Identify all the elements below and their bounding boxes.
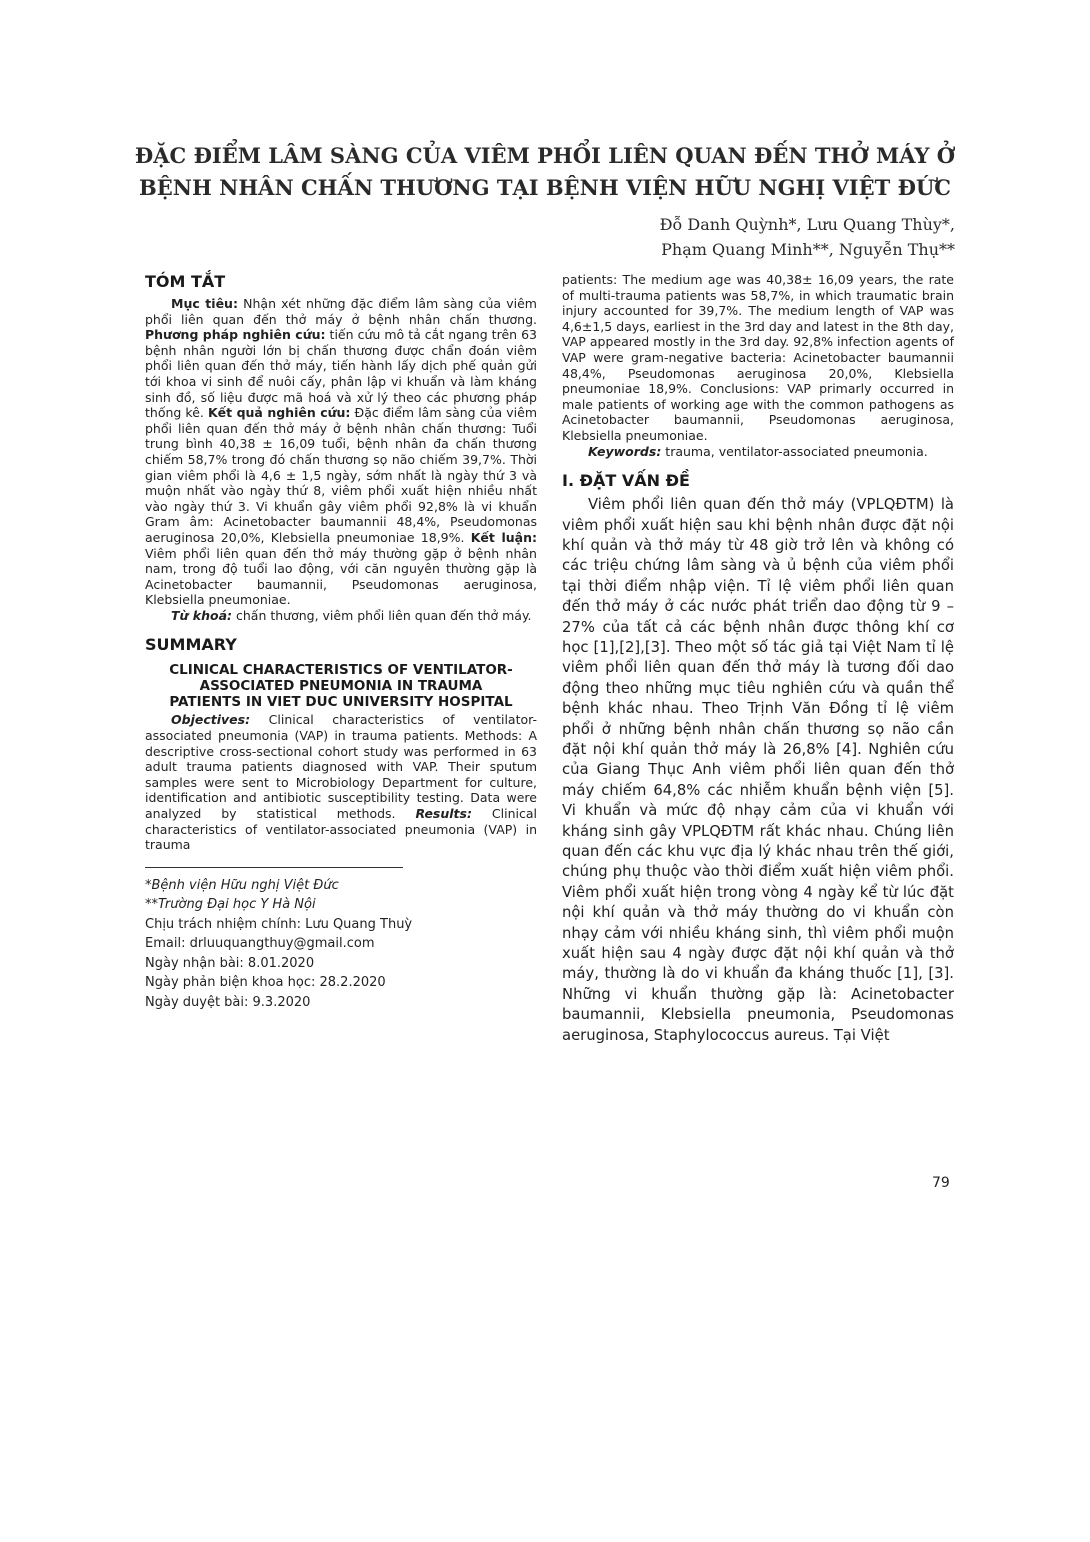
objective-text: Nhận xét những đặc điểm lâm sàng của viêm phổi liên quan đến thở máy ở bệnh nhân chấn thương. [145, 296, 537, 327]
results-en-text-left: Clinical characteristics of ventilator-associated pneumonia (VAP) in trauma [145, 806, 537, 853]
summary-title-line-1: CLINICAL CHARACTERISTICS OF VENTILATOR- [169, 662, 513, 679]
affiliation-2: **Trường Đại học Y Hà Nội [145, 897, 316, 913]
keywords-en-text: trauma, ventilator-associated pneumonia. [661, 443, 928, 459]
left-column [145, 272, 537, 1012]
footnotes [145, 867, 537, 1013]
keywords-en [562, 444, 954, 460]
authors-line-1: Đỗ Danh Quỳnh*, Lưu Quang Thùy*, [659, 215, 955, 234]
authors-line-2: Phạm Quang Minh**, Nguyễn Thụ** [661, 240, 955, 259]
keywords-en-label: Keywords: [588, 443, 662, 459]
conclusion-text: Viêm phổi liên quan đến thở máy thường gặp ở bệnh nhân nam, trong độ tuổi lao động, với căn nguyên thường gặp là Acinetobacter baumannii, Pseudomonas aeruginosa, Klebsiella pneumoniae. [145, 545, 537, 608]
right-column [562, 272, 954, 1046]
page-number: 79 [932, 1175, 950, 1191]
section-1-body: Viêm phổi liên quan đến thở máy (VPLQĐTM) là viêm phổi xuất hiện sau khi bệnh nhân được đặt nội khí quản và thở máy từ 48 giờ trở lên và không có các triệu chứng lâm sàng và ủ bệnh của viêm phổi tại thời điểm nhập viện. Tỉ lệ viêm phổi liên quan đến thở máy ở các nước phát triển dao động từ 9 – 27% của tất cả các bệnh nhân được thông khí cơ học [1],[2],[3]. Theo một số tác giả tại Việt Nam tỉ lệ viêm phổi liên quan đến thở máy là tương đối dao động theo những mục tiêu nghiên cứu và quần thể bệnh khác nhau. Theo Trịnh Văn Đồng tỉ lệ viêm phổi ở những bệnh nhân chấn thương sọ não cần đặt nội khí quản thở máy là 26,8% [4]. Nghiên cứu của Giang Thục Anh viêm phổi liên quan đến thở máy chiếm 64,8% các nhiễm khuẩn bệnh viện [5]. Vi khuẩn và mức độ nhạy cảm của vi khuẩn với kháng sinh gây VPLQĐTM rất khác nhau. Chúng liên quan đến các khu vực địa lý khác nhau trên thế giới, chúng phụ thuộc vào thời điểm xuất hiện viêm phổi. Viêm phổi xuất hiện trong vòng 4 ngày kể từ lúc đặt nội khí quản và thở máy thường do vi khuẩn còn nhạy cảm với nhiều kháng sinh, thì viêm phổi muộn xuất hiện sau 4 ngày được đặt nội khí quản và thở máy, thường là do vi khuẩn đa kháng thuốc [1], [3]. Những vi khuẩn thường gặp là: Acinetobacter baumannii, Klebsiella pneumonia, Pseudomonas aeruginosa, Staphylococcus aureus. Tại Việt [562, 496, 954, 1044]
summary-english-title [145, 662, 537, 710]
article-title [100, 140, 990, 204]
received-date: Ngày nhận bài: 8.01.2020 [145, 955, 315, 971]
method-text: tiến cứu mô tả cắt ngang trên 63 bệnh nhân người lớn bị chấn thương được chẩn đoán viêm phổi liên quan đến thở máy, tiến hành lấy dịch phế quản gửi tới khoa vi sinh để nuôi cấy, phân lập vi khuẩn và làm kháng sinh đồ, số liệu được mã hoá và xử lý theo các phương pháp thống kê. [145, 327, 538, 421]
method-label: Phương pháp nghiên cứu: [145, 327, 326, 343]
results-text: Đặc điểm lâm sàng của viêm phổi liên quan đến thở máy ở bệnh nhân chấn thương: Tuổi trung bình 40,38 ± 16,09 tuổi, bệnh nhân đa chấn thương chiếm 58,7% trong đó chấn thương sọ não chiếm 39,7%. Thời gian viêm phổi là 4,6 ± 1,5 ngày, sớm nhất là ngày thứ 3 và muộn nhất vào ngày thứ 8, viêm phổi xuất hiện nhiều nhất vào ngày thứ 3. Vi khuẩn gây viêm phổi 92,8% là vi khuẩn Gram âm: Acinetobacter baumannii 48,4%, Pseudomonas aeruginosa 20,0%, Klebsiella pneumoniae 18,9%. [145, 405, 537, 545]
summary-paragraph-right: patients: The medium age was 40,38± 16,09 years, the rate of multi-trauma patients was 58,7%, in which traumatic brain injury accounted for 39,7%. The medium length of VAP was 4,6±1,5 days, earliest in the 3rd day and latest in the 8th day, VAP appeared mostly in the 3rd day. 92,8% infection agents of VAP were gram-negative bacteria: Acinetobacter baumannii 48,4%, Pseudomonas aeruginosa 20,0%, Klebsiella pneumoniae 18,9%. Conclusions: VAP primarly occurred in male patients of working age with the common pathogens as Acinetobacter baumannii, Pseudomonas aeruginosa, Klebsiella pneumoniae. [562, 272, 954, 443]
title-line-1: ĐẶC ĐIỂM LÂM SÀNG CỦA VIÊM PHỔI LIÊN QUAN ĐẾN THỞ MÁY Ở [134, 143, 956, 168]
summary-title-line-3: PATIENTS IN VIET DUC UNIVERSITY HOSPITAL [169, 694, 513, 711]
keywords-vi-label: Từ khoá: [171, 607, 233, 623]
results-en-label: Results: [415, 806, 472, 822]
results-label: Kết quả nghiên cứu: [207, 405, 351, 421]
review-date: Ngày phản biện khoa học: 28.2.2020 [145, 975, 386, 991]
responsible-author: Chịu trách nhiệm chính: Lưu Quang Thuỳ [145, 916, 413, 932]
objectives-label: Objectives: [171, 712, 251, 728]
objective-label: Mục tiêu: [171, 296, 238, 311]
abstract-vi-heading: TÓM TẮT [145, 272, 226, 291]
abstract-vi-paragraph [145, 296, 537, 608]
section-1-heading: I. ĐẶT VẤN ĐỀ [562, 471, 690, 491]
contact-email: Email: drluuquangthuy@gmail.com [145, 936, 375, 952]
accepted-date: Ngày duyệt bài: 9.3.2020 [145, 994, 311, 1010]
summary-title-line-2: ASSOCIATED PNEUMONIA IN TRAUMA [199, 678, 483, 695]
objectives-text: Clinical characteristics of ventilator-associated pneumonia (VAP) in trauma patients. Methods: A descriptive cross-sectional cohort study was performed in 63 adult trauma patients diagnosed with VAP. Their sputum samples were sent to Microbiology Department for culture, identification and antibiotic susceptibility testing. Data were analyzed by statistical methods. [145, 712, 537, 822]
keywords-vi-text: chấn thương, viêm phổi liên quan đến thở máy. [232, 607, 532, 623]
keywords-vi [145, 608, 537, 624]
affiliation-1: *Bệnh viện Hữu nghị Việt Đức [145, 877, 339, 893]
author-list [660, 212, 955, 262]
title-line-2: BỆNH NHÂN CHẤN THƯƠNG TẠI BỆNH VIỆN HỮU NGHỊ VIỆT ĐỨC [139, 175, 951, 200]
conclusion-label: Kết luận: [470, 529, 537, 545]
summary-heading: SUMMARY [145, 635, 237, 655]
footnote-divider [145, 867, 403, 868]
summary-paragraph-left [145, 712, 537, 852]
